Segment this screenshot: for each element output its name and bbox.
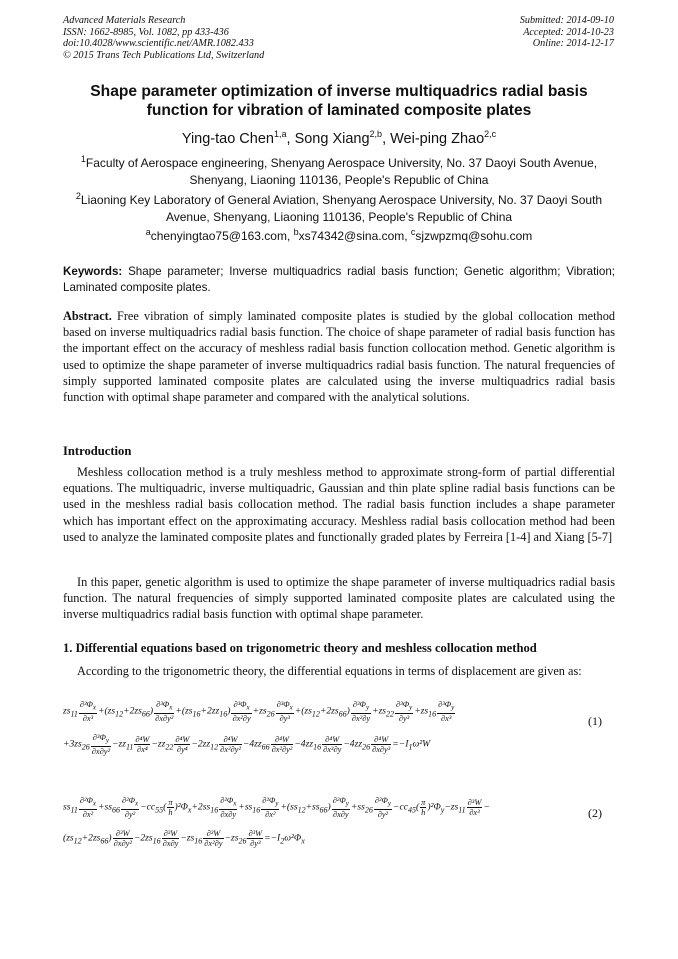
affiliation-text: Liaoning Key Laboratory of General Aviation, Shenyang Aerospace University, No. 37 Daoyi South Avenue, Shenyang, Liaoning 110136, People's Republic of China — [80, 193, 603, 224]
author-name: Ying-tao Chen — [181, 131, 274, 147]
equation-2-line-2: $(zs_{12}+2zs_{66})$ $\frac{\text{∂³W}}{\text{∂x∂y²}}$ $-2zs_{16}$ $\frac{\text{∂³W}}{\partial x\partial y}$ $-zs_{16}$ $\frac{\text{∂³W}}{\text{∂x²∂y}}$ $-zs_{26}$ $\frac{\text{∂³W}}{\text{∂y³}}$ $=-I_2\omega^2\Phi_x$ — [63, 829, 305, 848]
introduction-heading: Introduction — [63, 444, 132, 458]
equation-2-number: (2) — [588, 806, 602, 820]
equation-1-number: (1) — [588, 714, 602, 728]
affiliation-sup: 2 — [75, 191, 81, 201]
email-link[interactable]: chenyingtao75@163.com — [150, 229, 287, 243]
email-list: $^a$chenyingtao75@163.com, $^b$xs74342@sina.com, $^c$sjzwpzmq@sohu.com — [145, 227, 533, 243]
equation-1-line-1: $zs_{11}$ $\frac{\partial^3\Phi_x}{\text{∂x³}}$ $+(zs_{12}+2zs_{66})$ $\frac{\partial^3\Phi_x}{\text{∂x∂y²}}$ $+(zs_{16}+2zz_{16})$ $\frac{\partial^3\Phi_x}{\text{∂x²∂y}}$ $+zs_{26}$ $\frac{\partial^3\Phi_x}{\text{∂y³}}$ $+(zs_{12}+2zs_{66})$ $\frac{\partial^3\Phi_y}{\text{∂x²∂y}}$ $+zs_{22}$ $\frac{\partial^3\Phi_y}{\text{∂y³}}$ $+zs_{16}$ $\frac{\partial^3\Phi_y}{\text{∂x³}}$ — [63, 700, 455, 723]
submitted-date: Submitted: 2014-09-10 — [519, 15, 614, 26]
abstract-text: Free vibration of simply laminated composite plates is studied by the global collocation method based on inverse multiquadrics radial basis function. The choice of shape parameter of radial basis function has the important effect on the accuracy of meshless radial basis function collocation method. Genetic algorithm is used to optimize the shape parameter of inverse multiquadrics radial basis function. The natural frequencies of simply supported laminated composite plates are calculated using the inverse multiquadrics radial basis function with optimal shape parameter and compared with the analytical solutions. — [63, 309, 615, 405]
affiliation-1 — [63, 155, 615, 189]
journal-info — [63, 15, 264, 61]
equation-2-line-1: $ss_{11}$ $\frac{\partial^2\Phi_x}{\text{∂x²}}$ $+ss_{66}$ $\frac{\partial^2\Phi_x}{\text{∂y²}}$ $-cc_{55}$( $\frac{\pi}{h}$ )$^2\Phi_x+2ss_{16}$ $\frac{\partial^2\Phi_x}{\partial x\partial y}$ $+ss_{16}$ $\frac{\partial^2\Phi_y}{\text{∂x²}}$ $+(ss_{12}+ss_{66})$ $\frac{\partial^2\Phi_y}{\partial x\partial y}$ $+ss_{26}$ $\frac{\partial^2\Phi_y}{\text{∂y²}}$ $-cc_{45}$( $\frac{\pi}{h}$ )$^2\Phi_y-zs_{11}$ $\frac{\text{∂³W}}{\text{∂x³}}$ − — [63, 796, 490, 819]
author-name: Song Xiang — [294, 131, 370, 147]
email-sup: c — [410, 227, 416, 237]
email-link[interactable]: sjzwpzmq@sohu.com — [415, 229, 533, 243]
keywords-label: Keywords: — [63, 265, 123, 278]
section-1-heading: 1. Differential equations based on trigonometric theory and meshless collocation method — [63, 641, 537, 655]
abstract-label: Abstract. — [63, 309, 112, 323]
author-sup: 1,a — [273, 129, 287, 140]
online-date: Online: 2014-12-17 — [532, 38, 614, 50]
affiliation-sup: 1 — [80, 154, 86, 164]
journal-doi: doi:10.4028/www.scientific.net/AMR.1082.433 — [63, 38, 254, 50]
journal-issn: ISSN: 1662-8985, Vol. 1082, pp 433-436 — [63, 26, 229, 38]
email-sup: b — [293, 227, 299, 237]
accepted-date: Accepted: 2014-10-23 — [523, 26, 614, 38]
abstract — [63, 308, 615, 405]
email-link[interactable]: xs74342@sina.com — [298, 229, 405, 243]
introduction-paragraph: Meshless collocation method is a truly meshless method to approximate strong-form of partial differential equations. The multiquadric, inverse multiquadric, Gaussian and thin plate spline radial basis functions can be used in the meshless radial basis collocation method. The radial basis function includes a shape parameter which has important effect on the approximating accuracy. Meshless radial basis collocation method had been used to analyze the laminated composite plates and functionally graded plates by Ferreira [1-4] and Xiang [5-7] — [63, 465, 615, 544]
equation-1-line-2: $+3zs_{26}$ $\frac{\partial^3\Phi_y}{\text{∂x∂y²}}$ $-zz_{11}$ $\frac{\text{∂⁴W}}{\text{∂x⁴}}$ $-zz_{22}$ $\frac{\text{∂⁴W}}{\text{∂y⁴}}$ $-2zz_{12}$ $\frac{\text{∂⁴W}}{\text{∂x²∂y²}}$ $-4zz_{66}$ $\frac{\text{∂⁴W}}{\text{∂x²∂y²}}$ $-4zz_{16}$ $\frac{\text{∂⁴W}}{\text{∂x³∂y}}$ $-4zz_{26}$ $\frac{\text{∂⁴W}}{\text{∂x∂y³}}$ $=-I_1\omega^2W$ — [63, 733, 431, 756]
author-sup: 2,c — [484, 129, 497, 140]
affiliation-text: Faculty of Aerospace engineering, Shenyang Aerospace University, No. 37 Daoyi South Avenue, Shenyang, Liaoning 110136, People's Republic of China — [85, 156, 598, 187]
author-sup: 2,b — [369, 129, 383, 140]
submission-dates — [520, 15, 614, 50]
author-list: Ying-tao Chen$^{1,a}$, Song Xiang$^{2,b}$, Wei-ping Zhao$^{2,c}$ — [181, 129, 497, 147]
affiliation-2 — [63, 192, 615, 226]
journal-name: Advanced Materials Research — [63, 15, 186, 26]
section-1-paragraph: According to the trigonometric theory, the differential equations in terms of displacement are given as: — [77, 664, 582, 678]
introduction-paragraph: In this paper, genetic algorithm is used to optimize the shape parameter of inverse multiquadrics radial basis function. The natural frequencies of simply supported laminated composite plates are calculated using the inverse multiquadrics radial basis function with optimal shape parameter. — [63, 575, 615, 622]
keywords-text: Shape parameter; Inverse multiquadrics radial basis function; Genetic algorithm; Vibration; Laminated composite plates. — [63, 265, 615, 294]
email-sup: a — [145, 227, 151, 237]
journal-copyright: © 2015 Trans Tech Publications Ltd, Switzerland — [63, 49, 265, 61]
paper-title: Shape parameter optimization of inverse multiquadrics radial basis function for vibration of laminated composite plates — [90, 83, 588, 119]
author-name: Wei-ping Zhao — [390, 131, 485, 147]
keywords — [63, 264, 615, 296]
